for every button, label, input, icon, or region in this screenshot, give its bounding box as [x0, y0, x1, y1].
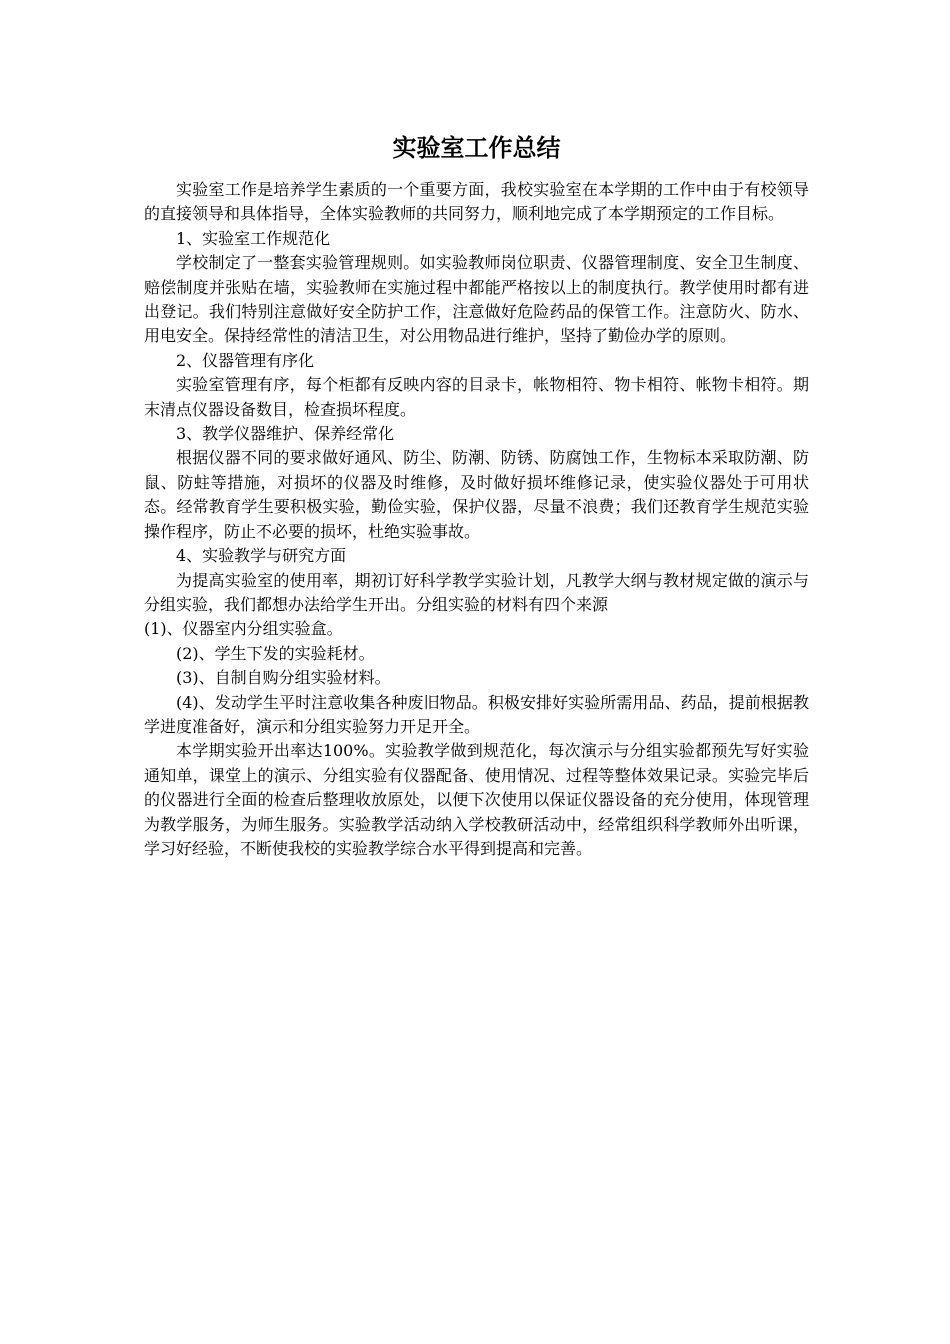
- section-heading-1: 1、实验室工作规范化: [176, 228, 331, 248]
- section-heading-2: 2、仪器管理有序化: [176, 350, 315, 370]
- section-2-paragraph: 实验室管理有序，每个柜都有反映内容的目录卡，帐物相符、物卡相符、帐物卡相符。期末清点仪器设备数目，检查损坏程度。: [144, 375, 809, 419]
- section-4-paragraph: 为提高实验室的使用率，期初订好科学教学实验计划，凡教学大纲与教材规定做的演示与分组实验，我们都想办法给学生开出。分组实验的材料有四个来源: [144, 570, 809, 614]
- document-title: 实验室工作总结: [392, 134, 561, 162]
- document-body: [144, 128, 809, 861]
- section-1-paragraph: 学校制定了一整套实验管理规则。如实验教师岗位职责、仪器管理制度、安全卫生制度、赔偿制度并张贴在墙，实验教师在实施过程中都能严格按以上的制度执行。教学使用时都有进出登记。我们特别注意做好安全防护工作，注意做好危险药品的保管工作。注意防火、防水、用电安全。保持经常性的清洁卫生，对公用物品进行维护，坚持了勤俭办学的原则。: [144, 253, 809, 346]
- section-3-paragraph: 根据仪器不同的要求做好通风、防尘、防潮、防锈、防腐蚀工作，生物标本采取防潮、防鼠、防蛀等措施，对损坏的仪器及时维修，及时做好损坏维修记录，使实验仪器处于可用状态。经常教育学生要积极实验，勤俭实验，保护仪器，尽量不浪费；我们还教育学生规范实验操作程序，防止不必要的损坏，杜绝实验事故。: [144, 448, 809, 541]
- intro-paragraph: 实验室工作是培养学生素质的一个重要方面，我校实验室在本学期的工作中由于有校领导的直接领导和具体指导，全体实验教师的共同努力，顺利地完成了本学期预定的工作目标。: [144, 180, 809, 224]
- material-source-3: (3)、自制自购分组实验材料。: [176, 668, 391, 688]
- material-source-1: (1)、仪器室内分组实验盒。: [144, 619, 343, 639]
- section-heading-4: 4、实验教学与研究方面: [176, 546, 347, 566]
- material-source-2: (2)、学生下发的实验耗材。: [176, 643, 375, 663]
- conclusion-paragraph: 本学期实验开出率达100%。实验教学做到规范化，每次演示与分组实验都预先写好实验通知单，课堂上的演示、分组实验有仪器配备、使用情况、过程等整体效果记录。实验完毕后的仪器进行全面的检查后整理收放原处，以便下次使用以保证仪器设备的充分使用，体现管理为教学服务，为师生服务。实验教学活动纳入学校教研活动中，经常组织科学教师外出听课，学习好经验，不断使我校的实验教学综合水平得到提高和完善。: [144, 741, 809, 858]
- section-heading-3: 3、教学仪器维护、保养经常化: [176, 424, 395, 444]
- material-source-4: (4)、发动学生平时注意收集各种废旧物品。积极安排好实验所需用品、药品，提前根据教学进度准备好，演示和分组实验努力开足开全。: [144, 692, 809, 736]
